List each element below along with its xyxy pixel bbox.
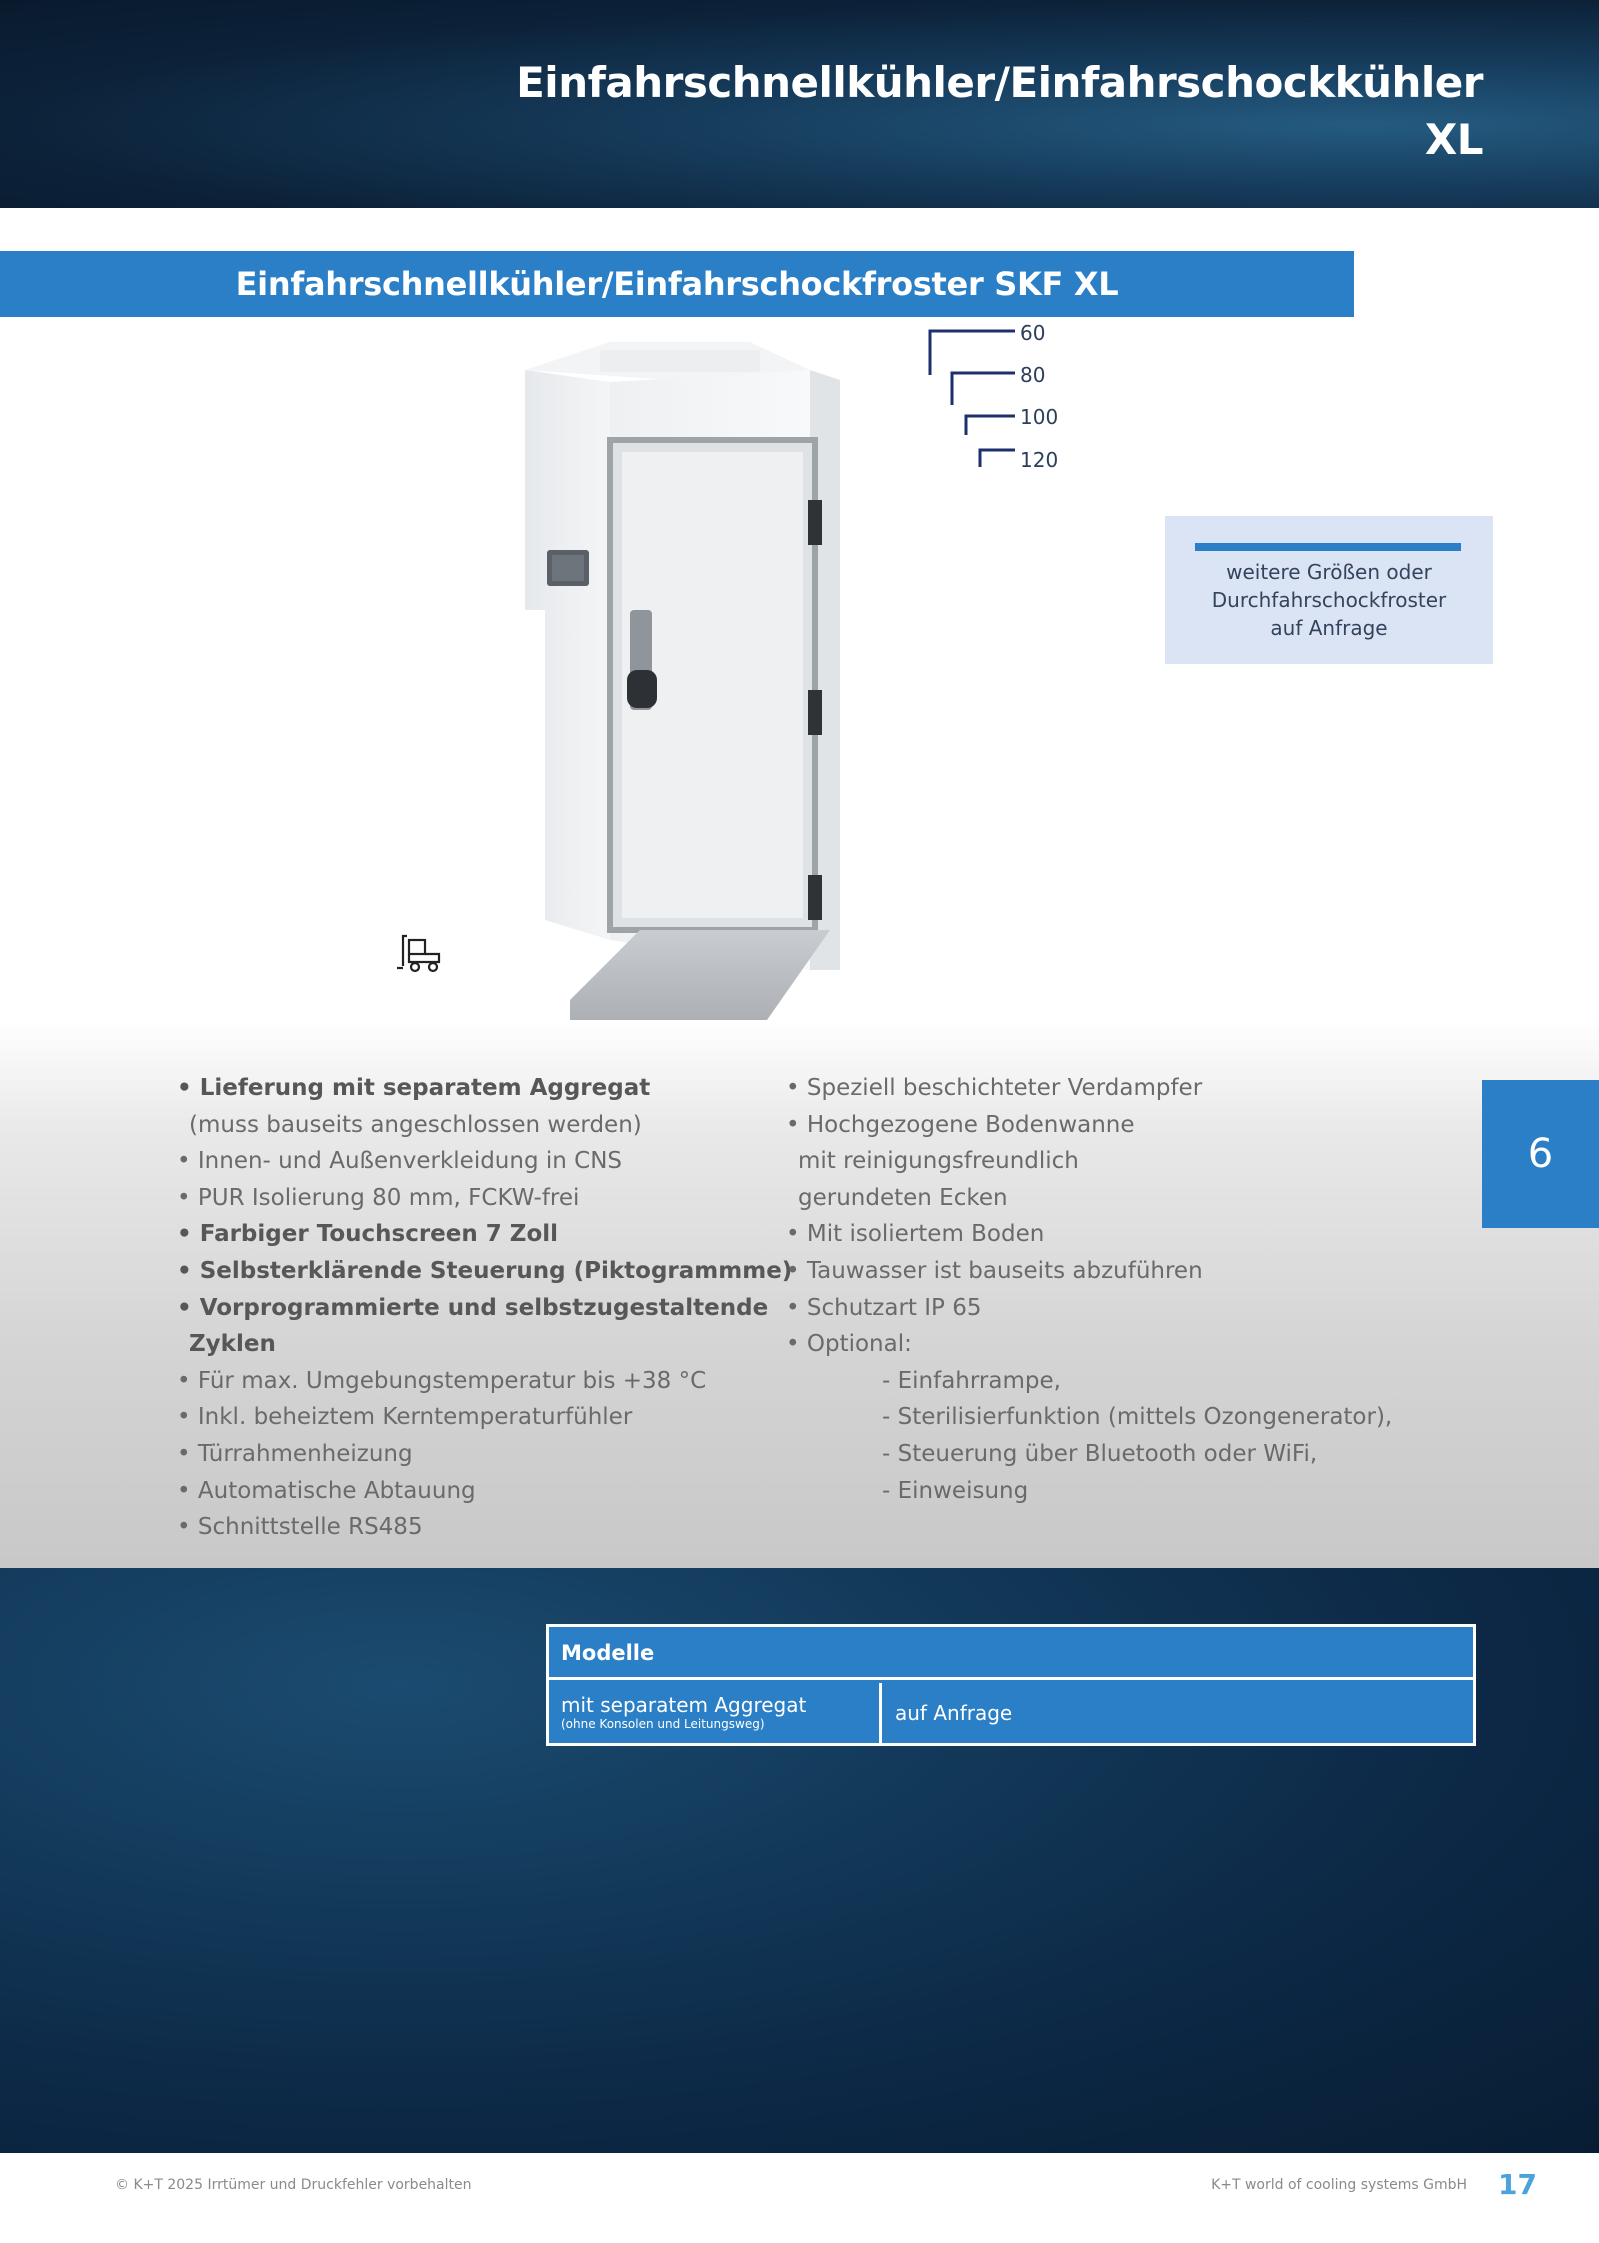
note-line: Durchfahrschockfroster	[1211, 588, 1447, 612]
note-text	[1165, 558, 1493, 642]
models-row-label: mit separatem Aggregat	[561, 1693, 807, 1717]
size-label-100: 100	[1020, 405, 1059, 429]
feature-item: • Automatische Abtauung	[177, 1477, 476, 1504]
feature-item: • Innen- und Außenverkleidung in CNS	[177, 1148, 623, 1175]
size-label-120: 120	[1020, 448, 1059, 472]
note-box	[1165, 516, 1493, 664]
feature-item: Zyklen	[189, 1331, 276, 1358]
feature-item: • Schutzart IP 65	[786, 1294, 982, 1321]
feature-item: • PUR Isolierung 80 mm, FCKW-frei	[177, 1184, 580, 1211]
page-title	[516, 54, 1483, 168]
blast-chiller-image	[510, 330, 990, 1040]
size-label-60: 60	[1020, 321, 1046, 345]
size-label-80: 80	[1020, 363, 1046, 387]
feature-item: gerundeten Ecken	[798, 1184, 1008, 1211]
feature-item: • Vorprogrammierte und selbstzugestaltende	[177, 1294, 769, 1321]
feature-item: • Türrahmenheizung	[177, 1440, 413, 1467]
feature-item: • Selbsterklärende Steuerung (Piktogrammme)	[177, 1257, 793, 1284]
note-line: auf Anfrage	[1270, 616, 1388, 640]
page-title-line2: XL	[1424, 115, 1483, 164]
option-item: - Sterilisierfunktion (mittels Ozongenerator),	[882, 1404, 1393, 1431]
feature-item: • Lieferung mit separatem Aggregat	[177, 1075, 651, 1101]
feature-item: (muss bauseits angeschlossen werden)	[189, 1111, 642, 1138]
option-item: - Steuerung über Bluetooth oder WiFi,	[882, 1440, 1318, 1467]
feature-item: • Inkl. beheiztem Kerntemperaturfühler	[177, 1404, 633, 1431]
forklift-icon	[395, 930, 447, 974]
features-left-list	[177, 1070, 793, 1546]
page-footer	[0, 2153, 1599, 2243]
footer-company: K+T world of cooling systems GmbH	[1211, 2177, 1467, 2193]
option-item: - Einweisung	[882, 1477, 1029, 1504]
page-header	[0, 0, 1599, 208]
page-title-line1: Einfahrschnellkühler/Einfahrschockkühler	[516, 58, 1483, 107]
feature-item: • Tauwasser ist bauseits abzuführen	[786, 1257, 1203, 1284]
models-row-sublabel: (ohne Konsolen und Leitungsweg)	[561, 1717, 765, 1731]
models-table-header: Modelle	[549, 1627, 1473, 1680]
note-accent-bar	[1195, 543, 1461, 551]
feature-item: • Speziell beschichteter Verdampfer	[786, 1075, 1203, 1101]
footer-copyright: © K+T 2025 Irrtümer und Druckfehler vorbehalten	[115, 2177, 472, 2193]
note-line: weitere Größen oder	[1226, 560, 1432, 584]
option-item: - Einfahrrampe,	[882, 1367, 1061, 1394]
feature-item: • Für max. Umgebungstemperatur bis +38 °C	[177, 1367, 707, 1394]
features-right-list	[786, 1070, 1426, 1509]
product-title-banner: Einfahrschnellkühler/Einfahrschockfroster SKF XL	[0, 251, 1354, 317]
feature-item: • Schnittstelle RS485	[177, 1514, 423, 1541]
chapter-tab: 6	[1482, 1080, 1599, 1228]
feature-item: • Hochgezogene Bodenwanne	[786, 1111, 1135, 1138]
page-number: 17	[1498, 2168, 1537, 2201]
feature-item: mit reinigungsfreundlich	[798, 1148, 1079, 1175]
size-indicator-lines	[920, 325, 1030, 475]
feature-item: • Optional:	[786, 1331, 912, 1358]
models-table	[546, 1624, 1476, 1746]
feature-item: • Mit isoliertem Boden	[786, 1221, 1045, 1248]
models-row-value: auf Anfrage	[895, 1701, 1013, 1725]
feature-item: • Farbiger Touchscreen 7 Zoll	[177, 1221, 559, 1248]
models-row-label-cell	[549, 1683, 882, 1743]
